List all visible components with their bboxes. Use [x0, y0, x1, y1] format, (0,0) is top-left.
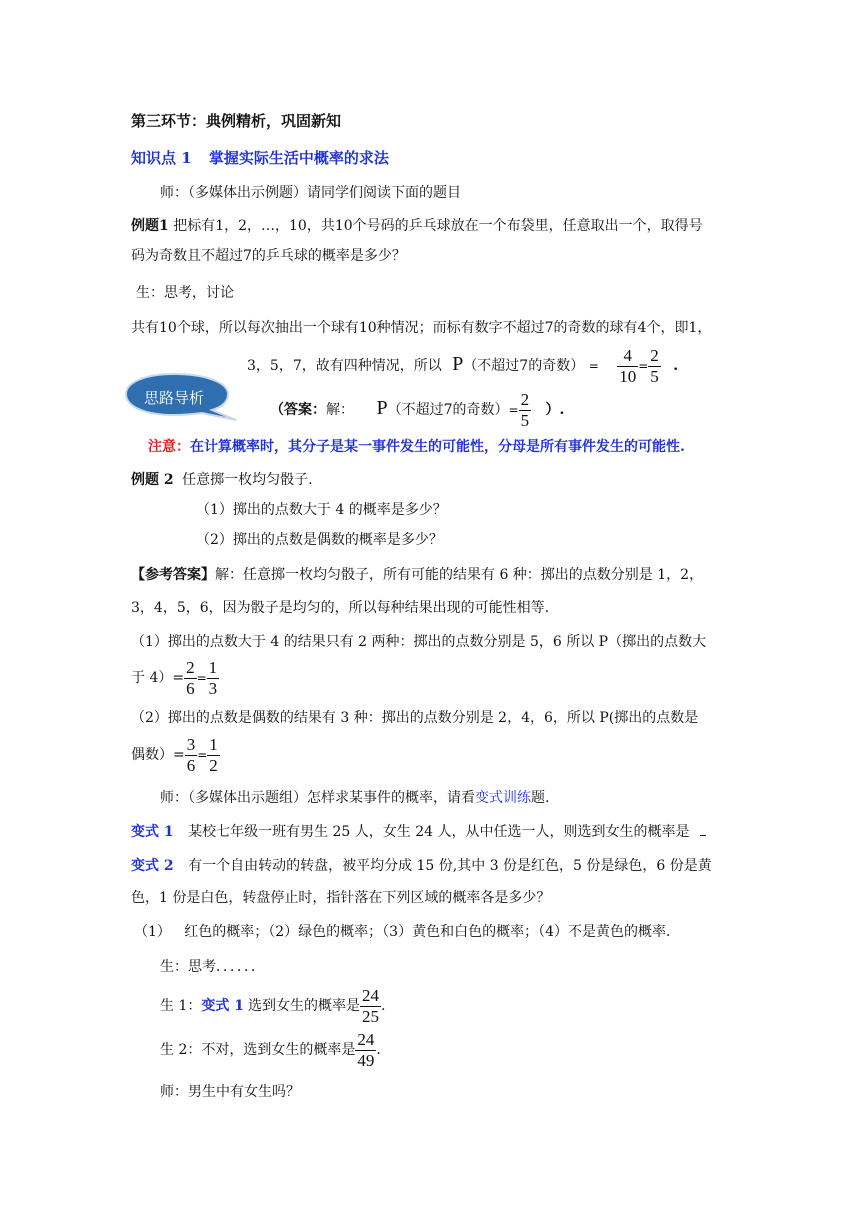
solution-frac2-num: 2	[650, 345, 659, 365]
solution-eq: =	[588, 359, 599, 373]
ref-p1-frac2-den: 3	[208, 678, 218, 698]
answer-open: （答案：	[270, 402, 326, 418]
student3	[160, 984, 385, 1028]
ref-p2-line2	[131, 733, 220, 777]
example2-text: 任意掷一枚均匀骰子.	[182, 472, 313, 488]
solution-end: .	[673, 358, 679, 374]
ref-p2-frac2-num: 1	[209, 734, 218, 754]
example2-q1: （1）掷出的点数大于 4 的概率是多少？	[196, 502, 447, 518]
ref-p1-prefix: 于 4）=	[131, 670, 185, 686]
variant1-label: 变式 1	[131, 824, 174, 840]
note-label: 注意：	[148, 439, 190, 455]
ref-p1-frac2-num: 1	[208, 657, 218, 677]
teacher2	[160, 788, 549, 808]
answer-paren: （不超过7的奇数）	[387, 402, 509, 418]
ref-p2-frac2	[207, 736, 220, 775]
variant2-text: 有一个自由转动的转盘，被平均分成 15 份,其中 3 份是红色，5 份是绿色，6 份是黄	[188, 858, 712, 874]
ref-answer-line2: 3，4，5，6，因为骰子是均匀的，所以每种结果出现的可能性相等.	[131, 600, 550, 616]
solution-frac2-den: 5	[650, 366, 659, 386]
example2-q2: （2）掷出的点数是偶数的概率是多少？	[196, 532, 443, 548]
solution-frac1-den: 10	[619, 366, 637, 386]
solution-frac1-num: 4	[617, 347, 638, 367]
answer-blank	[700, 835, 706, 836]
answer-frac	[519, 391, 532, 430]
solution-line2	[247, 342, 678, 388]
example1-line2: 码为奇数且不超过7的乒乓球的概率是多少？	[131, 248, 406, 264]
variant2-line2: 色，1 份是白色，转盘停止时，指针落在下列区域的概率各是多少？	[131, 890, 551, 906]
example1-text: 把标有1，2，…，10，共10个号码的乒乓球放在一个布袋里，任意取出一个，取得号	[173, 218, 703, 234]
solution-line1: 共有10个球，所以每次抽出一个球有10种情况；而标有数字不超过7的奇数的球有4个，即1，	[131, 320, 712, 336]
variant2-line1	[131, 856, 712, 876]
example1-label: 例题1	[131, 218, 169, 234]
student4-end: .	[376, 1042, 381, 1058]
student4-frac-num: 24	[357, 1029, 375, 1049]
ref-p1-frac1-num: 2	[186, 657, 195, 677]
student2: 生：思考．．．．．．	[160, 959, 265, 975]
ref-p1-line2	[131, 656, 219, 700]
student3-end: .	[380, 998, 386, 1014]
variant1	[131, 822, 706, 842]
answer-close: ）.	[545, 402, 565, 418]
student4-frac-den: 49	[357, 1050, 375, 1070]
answer-p: P	[376, 397, 388, 419]
teacher3: 师：男生中有女生吗？	[160, 1084, 300, 1100]
variant1-text: 某校七年级一班有男生 25 人，女生 24 人，从中任选一人，则选到女生的概率是	[188, 824, 690, 840]
bubble-label: 思路导析	[143, 389, 204, 407]
student3-frac-den: 25	[361, 1006, 379, 1026]
student3-frac-num: 24	[361, 985, 379, 1005]
ref-p2-frac1-num: 3	[186, 734, 196, 754]
ref-p1-frac2	[207, 659, 220, 698]
student3-text: 选到女生的概率是	[247, 998, 360, 1014]
ref-p1-frac1	[184, 659, 197, 698]
knowledge-point-label: 知识点 1	[131, 149, 192, 167]
answer-frac-num: 2	[520, 389, 530, 409]
teacher-intro: 师：（多媒体出示例题）请同学们阅读下面的题目	[160, 185, 461, 201]
ref-p1-line1: （1）掷出的点数大于 4 的结果只有 2 两种：掷出的点数分别是 5，6 所以 P（掷出的点数大	[131, 634, 707, 650]
note	[148, 437, 685, 457]
knowledge-point-text: 掌握实际生活中概率的求法	[208, 149, 389, 167]
solution-prefix: 3，5，7，故有四种情况，所以	[247, 358, 442, 374]
answer-line	[270, 386, 564, 432]
teacher2-prefix: 师：（多媒体出示题组）怎样求某事件的概率，请看	[160, 790, 475, 806]
example2-line	[131, 470, 313, 490]
teacher2-suffix: 题.	[531, 790, 550, 806]
answer-jie: 解：	[326, 402, 354, 418]
solution-frac1	[617, 347, 638, 386]
variant2-label: 变式 2	[131, 858, 174, 874]
solution-eq2: =	[638, 359, 649, 373]
example1-line1	[131, 216, 703, 236]
ref-p2-eq: =	[197, 748, 208, 762]
note-text: 在计算概率时，其分子是某一事件发生的可能性，分母是所有事件发生的可能性.	[190, 439, 685, 455]
student3-frac	[360, 987, 381, 1026]
solution-paren: （不超过7的奇数）	[463, 358, 585, 374]
answer-frac-den: 5	[520, 410, 530, 430]
student4-prefix: 生 2：不对，选到女生的概率是	[160, 1042, 356, 1058]
variant-training-link[interactable]: 变式训练	[475, 790, 531, 806]
ref-p2-line1: （2）掷出的点数是偶数的结果有 3 种：掷出的点数分别是 2，4，6，所以 P(掷出的点数是	[131, 710, 699, 726]
answer-eq: =	[508, 403, 519, 417]
student4	[160, 1028, 381, 1072]
ref-p2-prefix: 偶数）=	[131, 747, 185, 763]
knowledge-point	[131, 148, 389, 168]
ref-answer-label: 【参考答案】	[131, 567, 215, 583]
ref-answer-text: 解：任意掷一枚均匀骰子，所有可能的结果有 6 种：掷出的点数分别是 1，2，	[215, 567, 704, 583]
solution-frac2	[648, 347, 661, 386]
student3-prefix: 生 1：	[160, 998, 202, 1014]
example2-label: 例题 2	[131, 472, 174, 488]
ref-p1-eq: =	[196, 671, 207, 685]
ref-p2-frac1-den: 6	[186, 755, 196, 775]
section-title: 第三环节：典例精析，巩固新知	[131, 112, 342, 130]
student3-label: 变式 1	[201, 998, 244, 1014]
student4-frac	[355, 1031, 376, 1070]
solution-p: P	[452, 353, 464, 375]
ref-p2-frac1	[185, 736, 198, 775]
ref-p2-frac2-den: 2	[209, 755, 218, 775]
student-think: 生：思考，讨论	[136, 285, 234, 301]
ref-answer-line1	[131, 565, 703, 585]
ref-p1-frac1-den: 6	[186, 678, 195, 698]
variant2-line3: （1） 红色的概率；（2）绿色的概率；（3）黄色和白色的概率；（4）不是黄色的概率.	[134, 924, 671, 940]
